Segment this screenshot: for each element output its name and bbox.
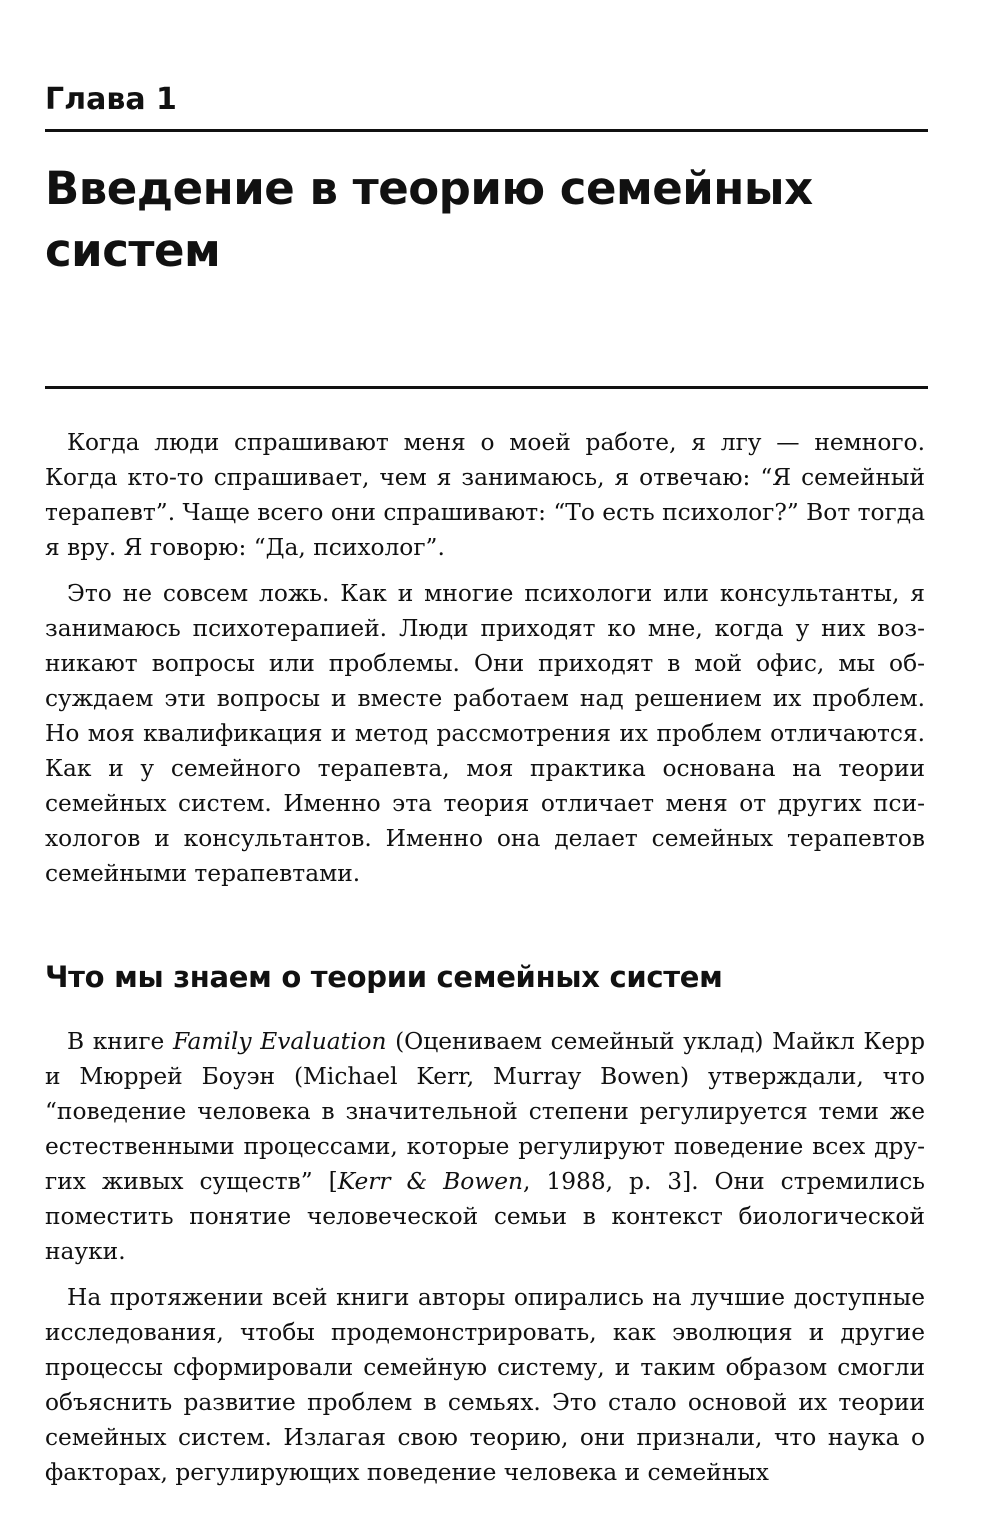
section-paragraph (45, 1024, 925, 1269)
chapter-label: Глава 1 (45, 82, 177, 117)
citation-authors: Kerr & Bowen (337, 1168, 524, 1195)
intro-paragraph: Когда люди спрашивают меня о моей работе, я лгу — немного. Когда кто-то спрашивает, чем я занимаюсь, я отвечаю: “Я семейный терапевт”. Чаще всего они спрашивают: “То есть психолог?” Вот тогда я вру. Я говорю: “Да, психолог”. (45, 429, 925, 561)
chapter-rule-bottom (45, 386, 928, 389)
text-run: (Оцениваем семейный уклад) Майкл Керр и Мюррей Боуэн (Michael Kerr, Murray Bowen) утверждали, что “поведение человека в значительной степени регулируется теми же естественными процессами, которые регулируют поведение всех других живых существ” [ (45, 1028, 926, 1195)
chapter-title: Введение в теорию семейных систем (45, 162, 813, 277)
intro-text (45, 425, 925, 891)
chapter-rule-top (45, 129, 928, 132)
section-text (45, 1024, 925, 1490)
text-run: В книге (67, 1028, 173, 1055)
section-paragraph: На протяжении всей книги авторы опирались на лучшие доступные исследования, чтобы продемонстрировать, как эволюция и другие процессы сформировали семейную систему, и таким образом смогли объяснить развитие проблем в семьях. Это стало основой их теории семейных систем. Излагая свою теорию, они признали, что наука о факторах, регулирующих поведение человека и семейных (45, 1284, 925, 1486)
book-title: Family Evaluation (172, 1028, 387, 1055)
intro-paragraph: Это не совсем ложь. Как и многие психологи или консультанты, я занимаюсь психотерапией. Люди приходят ко мне, когда у них возникают вопросы или проблемы. Они приходят в мой офис, мы обсуждаем эти вопросы и вместе работаем над решением их проблем. Но моя квалификация и метод рассмотрения их проблем отличаются. Как и у семейного терапевта, моя практика основана на теории семейных систем. Именно эта теория отличает меня от других психологов и консультантов. Именно она делает семейных терапевтов семейными терапевтами. (45, 580, 925, 887)
section-heading: Что мы знаем о теории семейных систем (45, 960, 723, 994)
text-run: , 1988, p. 3]. Они стремились поместить понятие человеческой семьи в контекст биологической науки. (45, 1168, 925, 1265)
